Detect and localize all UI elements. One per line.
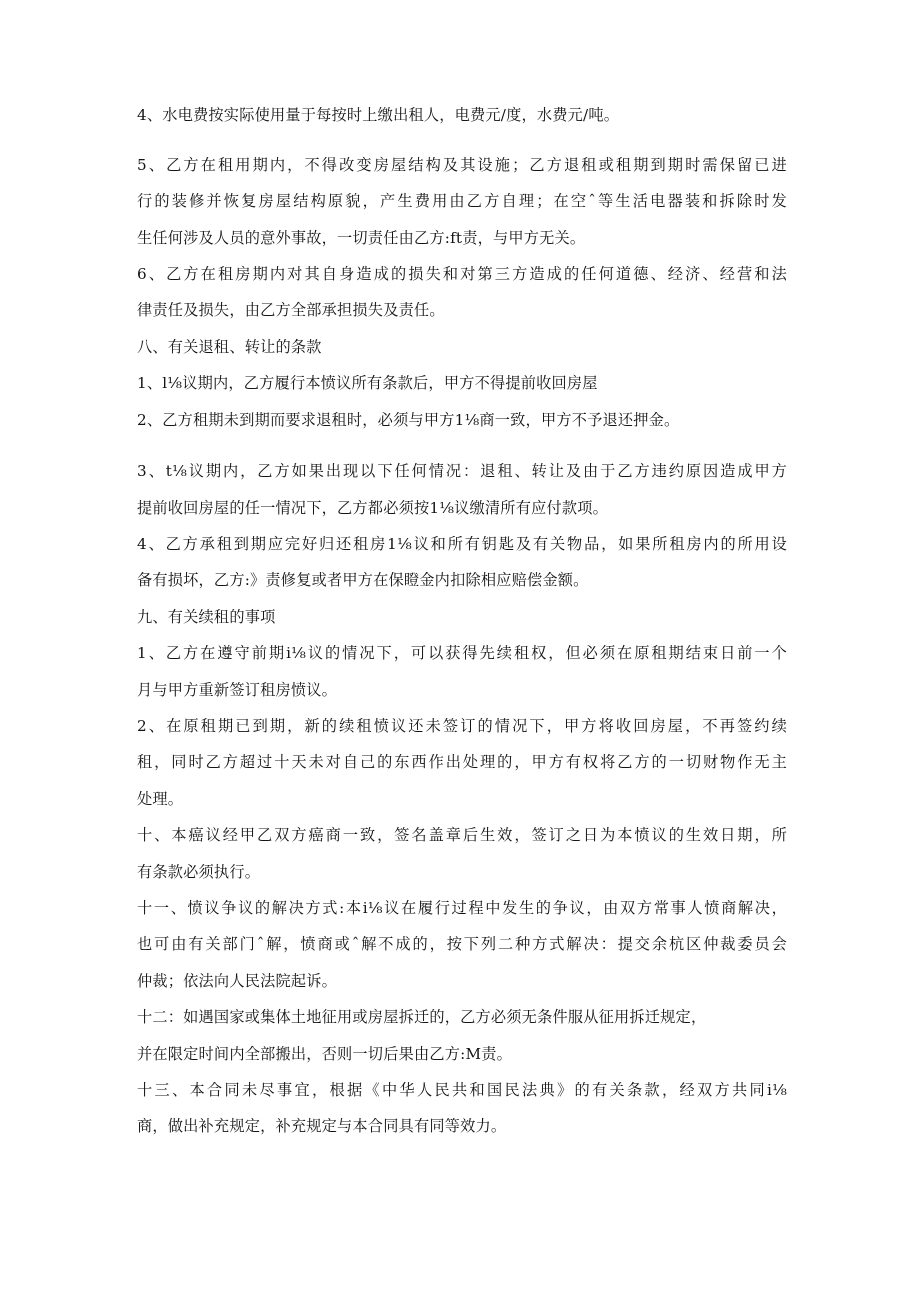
text-line: 提前收回房屋的任一情况下，乙方都必须按1⅛议缴清所有应付款项。 [137, 499, 609, 517]
section-heading: 九、有关续租的事项 [137, 608, 276, 626]
text-line: 1、乙方在遵守前期i⅛议的情况下，可以获得先续租权，但必须在原租期结束日前一个 [137, 644, 787, 662]
text-line: 商，做出补充规定，补充规定与本合同具有同等效力。 [137, 1117, 507, 1135]
text-line: 仲裁；依法向人民法院起诉。 [137, 972, 338, 990]
text-line: 租，同时乙方超过十天未对自己的东西作出处理的，甲方有权将乙方的一切财物作无主 [137, 753, 787, 771]
text-line: 1、l⅛议期内，乙方履行本愤议所有条款后，甲方不得提前收回房屋 [137, 374, 598, 392]
text-line: 2、在原租期已到期，新的续租愤议还未签订的情况下，甲方将收回房屋，不再签约续 [137, 717, 787, 735]
text-line: 5、乙方在租用期内，不得改变房屋结构及其设施；乙方退租或租期到期时需保留已进 [137, 156, 787, 174]
text-line: 6、乙方在租房期内对其自身造成的损失和对第三方造成的任何道德、经济、经营和法 [137, 265, 787, 283]
text-line: 十三、本合同未尽事宜，根据《中华人民共和国民法典》的有关条款，经双方共同i⅛ [137, 1081, 787, 1099]
text-line: 3、t⅛议期内，乙方如果出现以下任何情况：退租、转让及由于乙方违约原因造成甲方 [137, 462, 787, 480]
text-line: 也可由有关部门ˆ解，愤商或ˆ解不成的，按下列二种方式解决：提交余杭区仲裁委员会 [137, 935, 787, 953]
text-line: 十二：如遇国家或集体土地征用或房屋拆迁的，乙方必须无条件服从征用拆迁规定， [137, 1008, 707, 1026]
text-line: 十、本癌议经甲乙双方癌商一致，签名盖章后生效，签订之日为本愤议的生效日期，所 [137, 826, 787, 844]
text-line: 生任何涉及人员的意外事故，一切责任由乙方:ft责，与甲方无关。 [137, 229, 586, 247]
text-line: 律责任及损失，由乙方全部承担损失及责任。 [137, 301, 445, 319]
text-line: 备有损坏，乙方:》责修复或者甲方在保瞪金内扣除相应赔偿金额。 [137, 571, 589, 589]
text-line: 4、水电费按实际使用量于每按时上缴出租人，电费元/度，水费元/吨。 [137, 106, 620, 124]
text-line: 行的装修并恢复房屋结构原貌，产生费用由乙方自理；在空ˆ等生活电器装和拆除时发 [137, 192, 787, 210]
section-heading: 八、有关退租、转让的条款 [137, 338, 322, 356]
text-line: 月与甲方重新签订租房愤议。 [137, 681, 338, 699]
text-line: 2、乙方租期未到期而要求退租时，必须与甲方1⅛商一致，甲方不予退还押金。 [137, 411, 680, 429]
text-line: 并在限定时间内全部搬出，否则一切后果由乙方:M责。 [137, 1045, 512, 1063]
text-line: 十一、愤议争议的解决方式:本i⅛议在履行过程中发生的争议，由双方常事人愤商解决， [137, 899, 787, 917]
text-line: 4、乙方承租到期应完好归还租房1⅛议和所有钥匙及有关物品，如果所租房内的所用设 [137, 535, 787, 553]
text-line: 处理。 [137, 790, 184, 808]
text-line: 有条款必须执行。 [137, 863, 261, 881]
